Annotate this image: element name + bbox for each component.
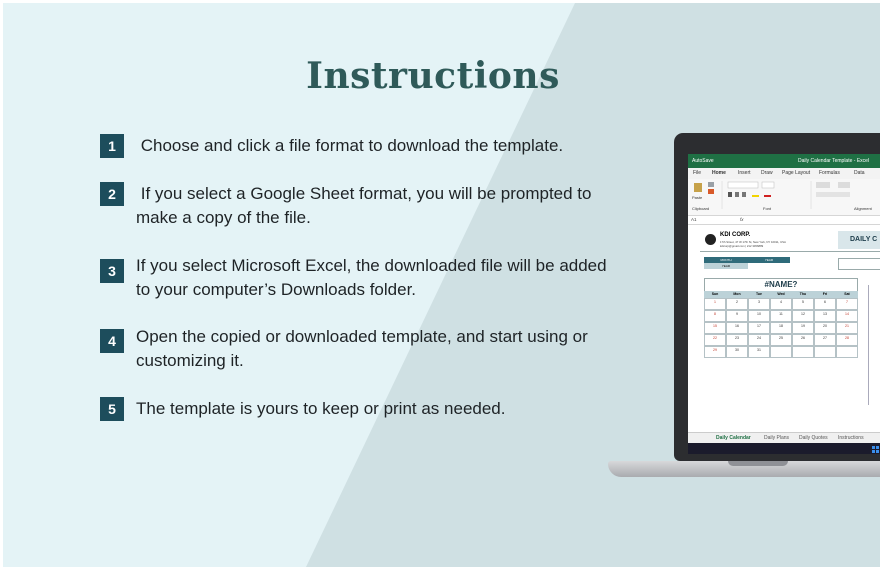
calendar-day-cell[interactable]: 8 [704,310,726,322]
weekday-cell: Fri [814,291,837,298]
calendar-day-cell[interactable] [792,346,814,358]
calendar-day-cell[interactable]: 14 [836,310,858,322]
calendar-day-cell[interactable] [814,346,836,358]
calendar-day-cell[interactable] [836,346,858,358]
autosave-label: AutoSave [692,158,714,164]
tab-daily-quotes[interactable]: Daily Quotes [799,435,828,441]
calendar-day-cell[interactable]: 20 [814,322,836,334]
calendar-day-cell[interactable]: 31 [748,346,770,358]
calendar-day-cell[interactable]: 23 [726,334,748,346]
calendar-day-cell[interactable]: 2 [726,298,748,310]
calendar-day-cell[interactable]: 12 [792,310,814,322]
side-box [838,258,880,270]
windows-icon[interactable] [872,446,879,453]
calendar-day-cell[interactable]: 1 [704,298,726,310]
page-canvas [3,3,880,567]
calendar-day-cell[interactable]: 9 [726,310,748,322]
calendar-day-cell[interactable] [770,346,792,358]
calendar-day-cell[interactable]: 26 [792,334,814,346]
excel-ribbon [688,179,880,216]
company-address: 17th Street, 47 W 17th St, New York, NY 10011, USA [720,240,786,244]
tab-daily-plans[interactable]: Daily Plans [764,435,790,441]
weekday-cell: Wed [770,291,793,298]
company-logo [705,234,716,245]
year-label: YEAR [748,257,790,263]
fx-icon: fx [740,217,744,222]
weekday-row [704,291,858,298]
calendar-day-cell[interactable]: 28 [836,334,858,346]
step-text: Open the copied or downloaded template, and start using or customizing it. [136,327,588,370]
calendar-day-cell[interactable]: 24 [748,334,770,346]
calendar-day-cell[interactable]: 27 [814,334,836,346]
paste-label[interactable]: Paste [692,195,703,200]
calendar-day-cell[interactable]: 29 [704,346,726,358]
menu-page-layout[interactable]: Page Layout [782,170,811,176]
calendar-day-cell[interactable]: 4 [770,298,792,310]
name-placeholder: #NAME? [704,278,858,292]
calendar-day-cell[interactable]: 6 [814,298,836,310]
page-title: Instructions [306,55,560,97]
ribbon-controls [688,179,880,215]
calendar-day-cell[interactable]: 3 [748,298,770,310]
calendar-day-cell[interactable]: 25 [770,334,792,346]
daily-calendar-title: DAILY C [838,231,880,249]
excel-window-title: Daily Calendar Template - Excel [798,158,870,164]
weekday-cell: Thu [792,291,815,298]
step-number-badge: 3 [100,259,124,283]
company-name: KDI CORP. [720,232,751,238]
ribbon-group-clipboard: Clipboard [692,206,710,211]
calendar-day-cell[interactable]: 7 [836,298,858,310]
menu-formulas[interactable]: Formulas [819,170,840,176]
sheet-tabs [688,432,880,443]
calendar-day-cell[interactable]: 21 [836,322,858,334]
excel-menu-bar [688,168,880,179]
menu-file[interactable]: File [693,170,702,176]
calendar-day-cell[interactable]: 10 [748,310,770,322]
laptop-illustration [608,130,880,490]
excel-screen [688,154,880,454]
calendar-day-cell[interactable]: 13 [814,310,836,322]
calendar-day-cell[interactable]: 30 [726,346,748,358]
step-number-badge: 4 [100,329,124,353]
calendar-day-cell[interactable]: 5 [792,298,814,310]
ribbon-group-font: Font [763,206,772,211]
weekday-cell: Sat [836,291,859,298]
excel-title-bar [688,154,880,168]
step-text: The template is yours to keep or print as needed. [136,399,506,418]
ribbon-group-alignment: Alignment [854,206,872,211]
laptop-base-notch [728,461,788,466]
calendar-day-cell[interactable]: 18 [770,322,792,334]
calendar-day-cell[interactable]: 19 [792,322,814,334]
taskbar [688,443,880,454]
calendar-day-cell[interactable]: 15 [704,322,726,334]
worksheet-grid[interactable] [688,225,880,425]
company-contact: kdicorp@gmail.com | 212 3456889 [720,244,764,248]
step-text: Choose and click a file format to download the template. [136,136,564,155]
menu-home[interactable]: Home [712,168,726,180]
calendar-header [700,231,880,252]
weekday-cell: Sun [704,291,727,298]
weekday-cell: Mon [726,291,749,298]
formula-bar[interactable] [688,216,880,225]
tab-instructions[interactable]: Instructions [838,435,864,441]
cell-reference[interactable]: A1 [691,217,697,222]
calendar-day-cell[interactable]: 22 [704,334,726,346]
month-label: MONTH [704,257,748,263]
step-number-badge: 2 [100,182,124,206]
step-number-badge: 1 [100,134,124,158]
time-column [868,285,880,405]
calendar-day-cell[interactable]: 17 [748,322,770,334]
menu-draw[interactable]: Draw [761,170,773,176]
calendar-day-cell[interactable]: 11 [770,310,792,322]
step-text: If you select a Google Sheet format, you will be prompted to make a copy of the file. [136,184,592,227]
menu-insert[interactable]: Insert [738,170,751,176]
step-text: If you select Microsoft Excel, the downloaded file will be added to your computer’s Downloads folder. [136,256,607,299]
tab-daily-calendar[interactable]: Daily Calendar [716,433,751,444]
weekday-cell: Tue [748,291,771,298]
step-number-badge: 5 [100,397,124,421]
menu-data[interactable]: Data [854,170,865,176]
month-value: YEAR [704,263,748,269]
calendar-day-cell[interactable]: 16 [726,322,748,334]
